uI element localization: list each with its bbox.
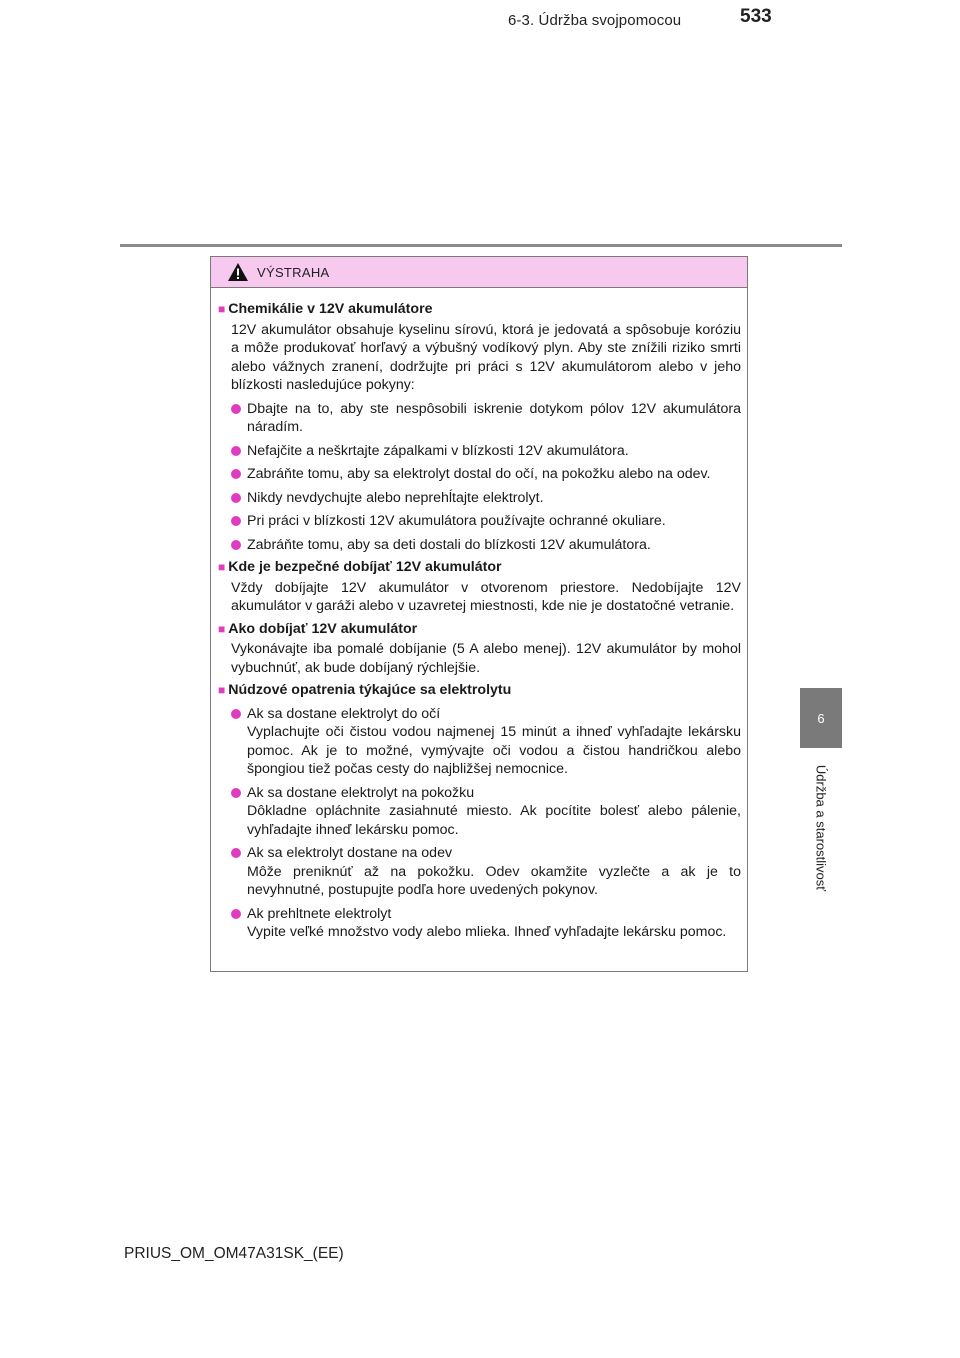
bullet-content xyxy=(247,442,741,461)
warning-body xyxy=(211,288,747,942)
square-bullet-icon: ■ xyxy=(218,621,226,636)
bullet-text: Vyplachujte oči čistou vodou najmenej 15 minút a ihneď vyhľadajte lekársku pomoc. Ak je to možné, vymývajte oči vodou a čistou handričkou alebo špongiou tiež počas cesty do najbližšej nemocnice. xyxy=(247,724,741,777)
bullet-item xyxy=(218,489,741,508)
bullet-item xyxy=(218,442,741,461)
bullet-item xyxy=(218,512,741,531)
bullet-content xyxy=(247,465,741,484)
warning-title: VÝSTRAHA xyxy=(257,264,330,280)
round-bullet-icon xyxy=(231,909,241,919)
round-bullet-icon xyxy=(231,404,241,414)
bullet-item xyxy=(218,844,741,900)
bullet-content xyxy=(247,536,741,555)
section-title xyxy=(218,620,741,639)
header-divider xyxy=(120,244,842,247)
bullet-lead: Ak prehltnete elektrolyt xyxy=(247,905,392,922)
chapter-title-tab xyxy=(800,748,842,908)
bullet-item xyxy=(218,536,741,555)
round-bullet-icon xyxy=(231,788,241,798)
bullet-content xyxy=(247,705,741,779)
warning-section xyxy=(218,681,741,942)
round-bullet-icon xyxy=(231,493,241,503)
warning-section xyxy=(218,558,741,616)
section-title xyxy=(218,681,741,700)
bullet-item xyxy=(218,705,741,779)
bullet-text: Môže preniknúť až na pokožku. Odev okamžite vyzlečte a ak je to nevyhnutné, postupujte podľa hore uvedených pokynov. xyxy=(247,863,741,898)
bullet-lead: Nefajčite a neškrtajte zápalkami v blízkosti 12V akumulátora. xyxy=(247,442,629,459)
bullet-content xyxy=(247,844,741,900)
chapter-tab[interactable] xyxy=(800,688,842,748)
warning-triangle-icon xyxy=(227,262,249,282)
section-title xyxy=(218,558,741,577)
bullet-item xyxy=(218,905,741,942)
bullet-lead: Dbajte na to, aby ste nespôsobili iskrenie dotykom pólov 12V akumulátora náradím. xyxy=(247,400,741,435)
warning-section xyxy=(218,300,741,554)
round-bullet-icon xyxy=(231,469,241,479)
round-bullet-icon xyxy=(231,848,241,858)
header-section-title: 6-3. Údržba svojpomocou xyxy=(508,12,682,29)
chapter-title: Údržba a starostlivosť xyxy=(813,764,829,892)
bullet-lead: Ak sa dostane elektrolyt do očí xyxy=(247,705,441,722)
bullet-content xyxy=(247,784,741,840)
section-title-text: Kde je bezpečné dobíjať 12V akumulátor xyxy=(228,559,502,575)
round-bullet-icon xyxy=(231,709,241,719)
bullet-content xyxy=(247,400,741,437)
section-text: Vždy dobíjajte 12V akumulátor v otvorenom priestore. Nedobíjajte 12V akumulátor v garáži alebo v uzavretej miestnosti, kde nie je dostatočné vetranie. xyxy=(231,579,741,614)
bullet-item xyxy=(218,400,741,437)
bullet-lead: Ak sa elektrolyt dostane na odev xyxy=(247,845,453,861)
warning-box xyxy=(210,256,748,972)
section-text: Vykonávajte iba pomalé dobíjanie (5 A alebo menej). 12V akumulátor by mohol vybuchnúť, ak bude dobíjaný rýchlejšie. xyxy=(231,641,741,676)
bullet-content xyxy=(247,905,741,942)
round-bullet-icon xyxy=(231,446,241,456)
bullet-lead: Nikdy nevdychujte alebo neprehĺtajte elektrolyt. xyxy=(247,489,544,506)
section-title-text: Ako dobíjať 12V akumulátor xyxy=(228,620,418,637)
round-bullet-icon xyxy=(231,516,241,526)
section-title-text: Chemikálie v 12V akumulátore xyxy=(228,301,433,317)
bullet-content xyxy=(247,512,741,531)
document-code: PRIUS_OM_OM47A31SK_(EE) xyxy=(124,1245,344,1262)
warning-section xyxy=(218,620,741,678)
square-bullet-icon: ■ xyxy=(218,560,226,574)
bullet-item xyxy=(218,465,741,484)
bullet-content xyxy=(247,489,741,508)
bullet-text: Dôkladne opláchnite zasiahnuté miesto. Ak pocítite bolesť alebo pálenie, vyhľadajte ihneď lekársku pomoc. xyxy=(247,803,741,838)
bullet-lead: Zabráňte tomu, aby sa deti dostali do blízkosti 12V akumulátora. xyxy=(247,536,651,553)
section-title-text: Núdzové opatrenia týkajúce sa elektrolytu xyxy=(228,682,512,698)
section-title xyxy=(218,300,741,319)
round-bullet-icon xyxy=(231,540,241,550)
bullet-lead: Zabráňte tomu, aby sa elektrolyt dostal do očí, na pokožku alebo na odev. xyxy=(247,466,711,482)
square-bullet-icon: ■ xyxy=(218,683,226,697)
chapter-number: 6 xyxy=(817,710,825,726)
warning-header xyxy=(211,257,747,288)
bullet-text: Vypite veľké množstvo vody alebo mlieka. Ihneď vyhľadajte lekársku pomoc. xyxy=(247,924,727,940)
section-text: 12V akumulátor obsahuje kyselinu sírovú, ktorá je jedovatá a spôsobuje koróziu a môže produkovať horľavý a výbušný vodíkový plyn. Aby ste znížili riziko smrti alebo vážnych zranení, dodržujte pri práci s 12V akumulátorom alebo v jeho blízkosti nasledujúce pokyny: xyxy=(231,321,741,393)
square-bullet-icon: ■ xyxy=(218,302,226,316)
bullet-item xyxy=(218,784,741,840)
page-number: 533 xyxy=(740,6,772,27)
bullet-lead: Pri práci v blízkosti 12V akumulátora používajte ochranné okuliare. xyxy=(247,513,666,529)
bullet-lead: Ak sa dostane elektrolyt na pokožku xyxy=(247,784,475,801)
